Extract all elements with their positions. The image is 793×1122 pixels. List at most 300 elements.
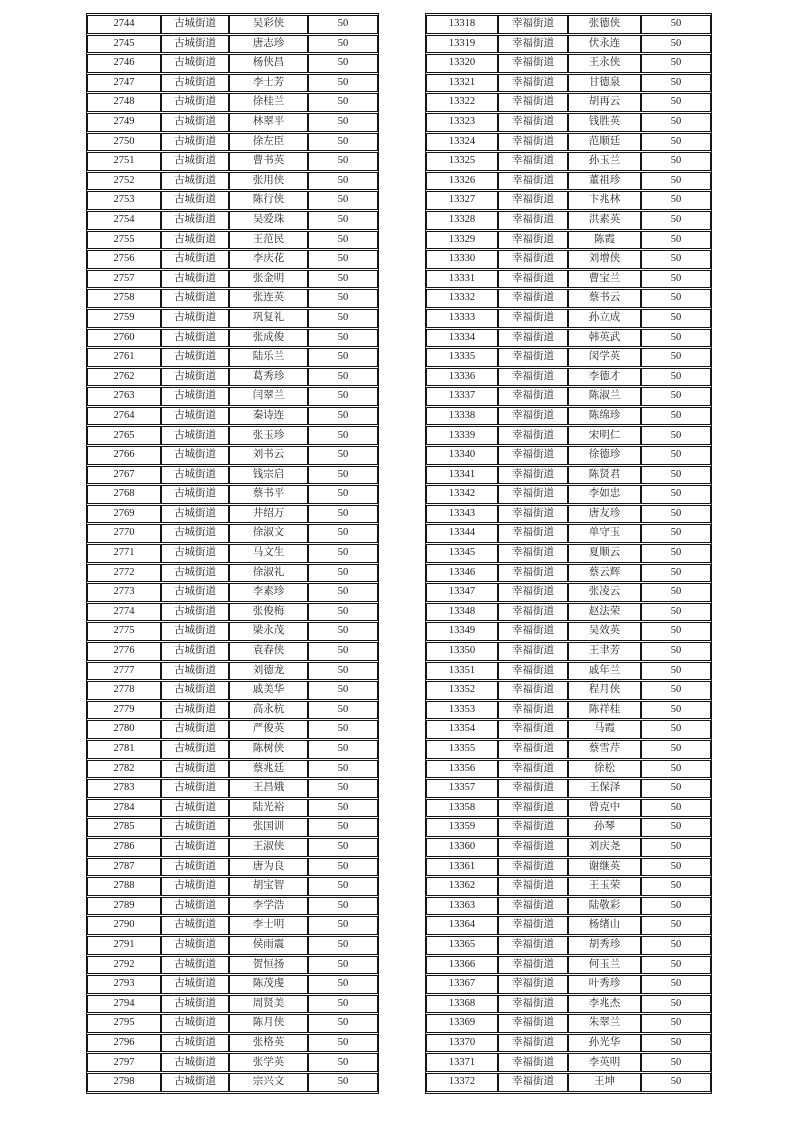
cell-id: 13319 xyxy=(426,35,498,54)
cell-name: 陈霞 xyxy=(568,231,641,250)
table-row xyxy=(426,368,711,387)
cell-id: 2778 xyxy=(87,681,161,700)
cell-score: 50 xyxy=(641,309,711,328)
cell-score: 50 xyxy=(641,524,711,543)
table-row xyxy=(87,622,378,641)
cell-street: 古城街道 xyxy=(161,877,229,896)
table-row xyxy=(87,799,378,818)
cell-score: 50 xyxy=(641,133,711,152)
cell-id: 2751 xyxy=(87,152,161,171)
cell-street: 古城街道 xyxy=(161,93,229,112)
cell-score: 50 xyxy=(308,956,378,975)
table-row xyxy=(426,897,711,916)
cell-name: 葛秀珍 xyxy=(229,368,308,387)
cell-street: 古城街道 xyxy=(161,426,229,445)
table-row xyxy=(87,740,378,759)
table-row xyxy=(87,1073,378,1092)
table-row xyxy=(87,15,378,34)
cell-name: 单守玉 xyxy=(568,524,641,543)
cell-score: 50 xyxy=(641,1053,711,1072)
cell-score: 50 xyxy=(308,387,378,406)
cell-score: 50 xyxy=(641,720,711,739)
cell-id: 2763 xyxy=(87,387,161,406)
cell-id: 2758 xyxy=(87,289,161,308)
cell-id: 2767 xyxy=(87,466,161,485)
table-row xyxy=(87,779,378,798)
cell-score: 50 xyxy=(308,603,378,622)
cell-name: 赵法荣 xyxy=(568,603,641,622)
table-row xyxy=(87,818,378,837)
cell-street: 古城街道 xyxy=(161,740,229,759)
cell-id: 13320 xyxy=(426,54,498,73)
cell-street: 古城街道 xyxy=(161,564,229,583)
table-row xyxy=(426,564,711,583)
cell-street: 古城街道 xyxy=(161,662,229,681)
table-row xyxy=(87,877,378,896)
table-row xyxy=(87,524,378,543)
table-row xyxy=(87,1053,378,1072)
cell-name: 唐友珍 xyxy=(568,505,641,524)
cell-street: 古城街道 xyxy=(161,231,229,250)
cell-street: 幸福街道 xyxy=(498,191,568,210)
cell-street: 幸福街道 xyxy=(498,505,568,524)
cell-score: 50 xyxy=(308,1073,378,1092)
table-row xyxy=(426,818,711,837)
cell-id: 13338 xyxy=(426,407,498,426)
cell-score: 50 xyxy=(308,701,378,720)
cell-street: 幸福街道 xyxy=(498,250,568,269)
cell-score: 50 xyxy=(641,15,711,34)
cell-score: 50 xyxy=(641,191,711,210)
table-row xyxy=(426,544,711,563)
cell-score: 50 xyxy=(308,1053,378,1072)
cell-id: 2798 xyxy=(87,1073,161,1092)
table-row xyxy=(87,975,378,994)
table-row xyxy=(426,329,711,348)
cell-name: 高永杭 xyxy=(229,701,308,720)
cell-id: 13336 xyxy=(426,368,498,387)
cell-id: 2765 xyxy=(87,426,161,445)
cell-id: 2782 xyxy=(87,760,161,779)
cell-score: 50 xyxy=(308,329,378,348)
cell-id: 13335 xyxy=(426,348,498,367)
cell-street: 幸福街道 xyxy=(498,368,568,387)
cell-id: 13361 xyxy=(426,858,498,877)
table-row xyxy=(426,93,711,112)
cell-score: 50 xyxy=(641,93,711,112)
cell-name: 王坤 xyxy=(568,1073,641,1092)
cell-id: 13332 xyxy=(426,289,498,308)
cell-id: 2774 xyxy=(87,603,161,622)
table-row xyxy=(426,35,711,54)
cell-name: 马文生 xyxy=(229,544,308,563)
cell-score: 50 xyxy=(641,113,711,132)
cell-street: 幸福街道 xyxy=(498,603,568,622)
cell-score: 50 xyxy=(308,54,378,73)
cell-id: 13343 xyxy=(426,505,498,524)
table-row xyxy=(87,916,378,935)
table-row xyxy=(87,720,378,739)
cell-name: 陈月侠 xyxy=(229,1014,308,1033)
cell-name: 唐志珍 xyxy=(229,35,308,54)
cell-name: 钱胜英 xyxy=(568,113,641,132)
cell-id: 2755 xyxy=(87,231,161,250)
table-row xyxy=(87,701,378,720)
cell-id: 2773 xyxy=(87,583,161,602)
table-row xyxy=(87,466,378,485)
cell-street: 古城街道 xyxy=(161,407,229,426)
table-row xyxy=(426,642,711,661)
table-row xyxy=(87,426,378,445)
cell-name: 李英明 xyxy=(568,1053,641,1072)
cell-id: 2764 xyxy=(87,407,161,426)
cell-name: 张用侠 xyxy=(229,172,308,191)
cell-name: 范顺廷 xyxy=(568,133,641,152)
cell-street: 幸福街道 xyxy=(498,172,568,191)
cell-street: 古城街道 xyxy=(161,348,229,367)
cell-street: 古城街道 xyxy=(161,74,229,93)
cell-score: 50 xyxy=(641,701,711,720)
cell-score: 50 xyxy=(641,54,711,73)
table-row xyxy=(87,289,378,308)
table-row xyxy=(426,15,711,34)
cell-score: 50 xyxy=(308,211,378,230)
cell-name: 刘庆尧 xyxy=(568,838,641,857)
cell-id: 2769 xyxy=(87,505,161,524)
cell-score: 50 xyxy=(308,93,378,112)
cell-name: 何玉兰 xyxy=(568,956,641,975)
table-row xyxy=(87,544,378,563)
cell-name: 谢继英 xyxy=(568,858,641,877)
table-row xyxy=(426,681,711,700)
cell-name: 张学英 xyxy=(229,1053,308,1072)
cell-street: 古城街道 xyxy=(161,838,229,857)
cell-name: 张国训 xyxy=(229,818,308,837)
roster-table-right xyxy=(425,13,712,1094)
cell-id: 13359 xyxy=(426,818,498,837)
cell-name: 孙玉兰 xyxy=(568,152,641,171)
cell-id: 2777 xyxy=(87,662,161,681)
cell-id: 13329 xyxy=(426,231,498,250)
cell-street: 幸福街道 xyxy=(498,818,568,837)
cell-id: 2797 xyxy=(87,1053,161,1072)
table-row xyxy=(87,368,378,387)
cell-street: 幸福街道 xyxy=(498,622,568,641)
cell-name: 严俊英 xyxy=(229,720,308,739)
cell-name: 周贤美 xyxy=(229,995,308,1014)
cell-id: 2759 xyxy=(87,309,161,328)
cell-name: 贺恒扬 xyxy=(229,956,308,975)
table-row xyxy=(87,329,378,348)
table-row xyxy=(426,760,711,779)
cell-score: 50 xyxy=(308,916,378,935)
table-row xyxy=(426,877,711,896)
cell-street: 幸福街道 xyxy=(498,152,568,171)
cell-name: 张俊梅 xyxy=(229,603,308,622)
cell-id: 2761 xyxy=(87,348,161,367)
cell-street: 幸福街道 xyxy=(498,681,568,700)
cell-score: 50 xyxy=(308,740,378,759)
cell-street: 古城街道 xyxy=(161,54,229,73)
cell-score: 50 xyxy=(641,583,711,602)
cell-id: 2753 xyxy=(87,191,161,210)
table-row xyxy=(426,133,711,152)
cell-id: 2790 xyxy=(87,916,161,935)
table-row xyxy=(87,270,378,289)
cell-id: 13351 xyxy=(426,662,498,681)
cell-name: 陈祥桂 xyxy=(568,701,641,720)
cell-name: 李庆花 xyxy=(229,250,308,269)
cell-name: 梁永茂 xyxy=(229,622,308,641)
cell-street: 古城街道 xyxy=(161,387,229,406)
cell-id: 13345 xyxy=(426,544,498,563)
cell-name: 蔡雪芹 xyxy=(568,740,641,759)
cell-street: 幸福街道 xyxy=(498,270,568,289)
cell-score: 50 xyxy=(641,818,711,837)
cell-id: 2746 xyxy=(87,54,161,73)
cell-score: 50 xyxy=(641,740,711,759)
cell-score: 50 xyxy=(641,368,711,387)
cell-id: 2794 xyxy=(87,995,161,1014)
table-row xyxy=(426,936,711,955)
cell-score: 50 xyxy=(308,505,378,524)
cell-name: 曹书英 xyxy=(229,152,308,171)
table-row xyxy=(87,858,378,877)
cell-id: 13325 xyxy=(426,152,498,171)
cell-score: 50 xyxy=(641,603,711,622)
cell-name: 朱翠兰 xyxy=(568,1014,641,1033)
cell-street: 幸福街道 xyxy=(498,93,568,112)
cell-id: 13349 xyxy=(426,622,498,641)
cell-name: 闵学英 xyxy=(568,348,641,367)
cell-score: 50 xyxy=(641,505,711,524)
table-row xyxy=(87,250,378,269)
cell-street: 幸福街道 xyxy=(498,329,568,348)
table-row xyxy=(87,897,378,916)
cell-id: 2783 xyxy=(87,779,161,798)
cell-score: 50 xyxy=(641,995,711,1014)
table-row xyxy=(426,995,711,1014)
table-row xyxy=(87,603,378,622)
cell-name: 陆敬彩 xyxy=(568,897,641,916)
cell-street: 幸福街道 xyxy=(498,113,568,132)
cell-street: 古城街道 xyxy=(161,191,229,210)
cell-name: 甘德泉 xyxy=(568,74,641,93)
table-row xyxy=(87,35,378,54)
cell-name: 宗兴文 xyxy=(229,1073,308,1092)
cell-name: 李兆杰 xyxy=(568,995,641,1014)
table-row xyxy=(426,1053,711,1072)
table-row xyxy=(87,211,378,230)
cell-street: 幸福街道 xyxy=(498,15,568,34)
cell-name: 张凌云 xyxy=(568,583,641,602)
cell-score: 50 xyxy=(641,466,711,485)
cell-street: 古城街道 xyxy=(161,270,229,289)
table-row xyxy=(87,936,378,955)
cell-id: 13330 xyxy=(426,250,498,269)
cell-id: 2752 xyxy=(87,172,161,191)
table-row xyxy=(87,113,378,132)
cell-street: 古城街道 xyxy=(161,35,229,54)
cell-street: 幸福街道 xyxy=(498,485,568,504)
cell-score: 50 xyxy=(641,172,711,191)
cell-id: 13324 xyxy=(426,133,498,152)
cell-name: 陈树侠 xyxy=(229,740,308,759)
cell-street: 古城街道 xyxy=(161,995,229,1014)
cell-street: 幸福街道 xyxy=(498,779,568,798)
cell-street: 古城街道 xyxy=(161,642,229,661)
table-row xyxy=(426,191,711,210)
table-row xyxy=(426,701,711,720)
cell-street: 幸福街道 xyxy=(498,858,568,877)
cell-score: 50 xyxy=(308,524,378,543)
cell-name: 吴彩侠 xyxy=(229,15,308,34)
cell-score: 50 xyxy=(308,35,378,54)
cell-name: 蔡云辉 xyxy=(568,564,641,583)
cell-score: 50 xyxy=(308,289,378,308)
cell-id: 2779 xyxy=(87,701,161,720)
cell-score: 50 xyxy=(641,662,711,681)
cell-name: 张格英 xyxy=(229,1034,308,1053)
table-row xyxy=(426,858,711,877)
table-row xyxy=(426,348,711,367)
cell-score: 50 xyxy=(641,877,711,896)
cell-street: 幸福街道 xyxy=(498,407,568,426)
cell-name: 徐德珍 xyxy=(568,446,641,465)
cell-score: 50 xyxy=(308,1034,378,1053)
cell-street: 古城街道 xyxy=(161,681,229,700)
cell-id: 13340 xyxy=(426,446,498,465)
cell-score: 50 xyxy=(641,407,711,426)
cell-score: 50 xyxy=(308,583,378,602)
cell-id: 13350 xyxy=(426,642,498,661)
cell-name: 戚美华 xyxy=(229,681,308,700)
cell-id: 13364 xyxy=(426,916,498,935)
cell-name: 李素珍 xyxy=(229,583,308,602)
cell-score: 50 xyxy=(641,975,711,994)
cell-score: 50 xyxy=(308,662,378,681)
cell-name: 徐淑礼 xyxy=(229,564,308,583)
table-row xyxy=(426,662,711,681)
cell-name: 林翠平 xyxy=(229,113,308,132)
cell-street: 幸福街道 xyxy=(498,583,568,602)
cell-score: 50 xyxy=(641,897,711,916)
cell-score: 50 xyxy=(308,172,378,191)
cell-name: 陈淑兰 xyxy=(568,387,641,406)
cell-id: 13355 xyxy=(426,740,498,759)
cell-id: 2749 xyxy=(87,113,161,132)
cell-street: 幸福街道 xyxy=(498,348,568,367)
cell-street: 古城街道 xyxy=(161,15,229,34)
cell-id: 13368 xyxy=(426,995,498,1014)
cell-street: 古城街道 xyxy=(161,446,229,465)
cell-street: 幸福街道 xyxy=(498,446,568,465)
cell-street: 古城街道 xyxy=(161,799,229,818)
cell-id: 13347 xyxy=(426,583,498,602)
cell-street: 幸福街道 xyxy=(498,35,568,54)
cell-street: 古城街道 xyxy=(161,172,229,191)
cell-score: 50 xyxy=(641,681,711,700)
roster-table-left xyxy=(86,13,379,1094)
cell-street: 古城街道 xyxy=(161,897,229,916)
cell-score: 50 xyxy=(308,113,378,132)
cell-id: 2771 xyxy=(87,544,161,563)
cell-name: 李士芳 xyxy=(229,74,308,93)
cell-score: 50 xyxy=(641,485,711,504)
cell-name: 蔡书云 xyxy=(568,289,641,308)
cell-street: 幸福街道 xyxy=(498,1053,568,1072)
cell-name: 孙光华 xyxy=(568,1034,641,1053)
cell-name: 韩英武 xyxy=(568,329,641,348)
cell-name: 张连英 xyxy=(229,289,308,308)
table-row xyxy=(426,466,711,485)
cell-street: 幸福街道 xyxy=(498,838,568,857)
cell-street: 幸福街道 xyxy=(498,936,568,955)
cell-street: 幸福街道 xyxy=(498,877,568,896)
cell-name: 陆光裕 xyxy=(229,799,308,818)
cell-score: 50 xyxy=(308,995,378,1014)
table-row xyxy=(87,348,378,367)
cell-street: 古城街道 xyxy=(161,133,229,152)
table-row xyxy=(426,113,711,132)
table-row xyxy=(426,505,711,524)
cell-score: 50 xyxy=(308,622,378,641)
cell-id: 13326 xyxy=(426,172,498,191)
table-row xyxy=(426,740,711,759)
cell-score: 50 xyxy=(308,250,378,269)
cell-street: 古城街道 xyxy=(161,329,229,348)
cell-name: 陈贤君 xyxy=(568,466,641,485)
cell-street: 古城街道 xyxy=(161,956,229,975)
cell-street: 古城街道 xyxy=(161,622,229,641)
table-row xyxy=(87,956,378,975)
cell-id: 13321 xyxy=(426,74,498,93)
cell-id: 13367 xyxy=(426,975,498,994)
cell-id: 13342 xyxy=(426,485,498,504)
cell-id: 13348 xyxy=(426,603,498,622)
cell-name: 王昌娥 xyxy=(229,779,308,798)
cell-street: 幸福街道 xyxy=(498,1073,568,1092)
cell-score: 50 xyxy=(641,211,711,230)
cell-name: 宋明仁 xyxy=(568,426,641,445)
cell-id: 2744 xyxy=(87,15,161,34)
cell-name: 陈绵珍 xyxy=(568,407,641,426)
table-row xyxy=(426,309,711,328)
cell-score: 50 xyxy=(308,348,378,367)
cell-name: 王永侠 xyxy=(568,54,641,73)
cell-street: 幸福街道 xyxy=(498,760,568,779)
cell-score: 50 xyxy=(641,858,711,877)
cell-score: 50 xyxy=(308,760,378,779)
cell-street: 幸福街道 xyxy=(498,916,568,935)
cell-score: 50 xyxy=(308,858,378,877)
cell-name: 王聿芳 xyxy=(568,642,641,661)
table-row xyxy=(87,662,378,681)
cell-score: 50 xyxy=(308,133,378,152)
cell-street: 幸福街道 xyxy=(498,564,568,583)
cell-id: 2750 xyxy=(87,133,161,152)
cell-name: 张金明 xyxy=(229,270,308,289)
cell-id: 13339 xyxy=(426,426,498,445)
cell-id: 13318 xyxy=(426,15,498,34)
table-row xyxy=(87,74,378,93)
cell-id: 2781 xyxy=(87,740,161,759)
cell-street: 古城街道 xyxy=(161,1014,229,1033)
cell-name: 徐松 xyxy=(568,760,641,779)
cell-id: 2757 xyxy=(87,270,161,289)
cell-id: 2770 xyxy=(87,524,161,543)
cell-street: 幸福街道 xyxy=(498,1034,568,1053)
